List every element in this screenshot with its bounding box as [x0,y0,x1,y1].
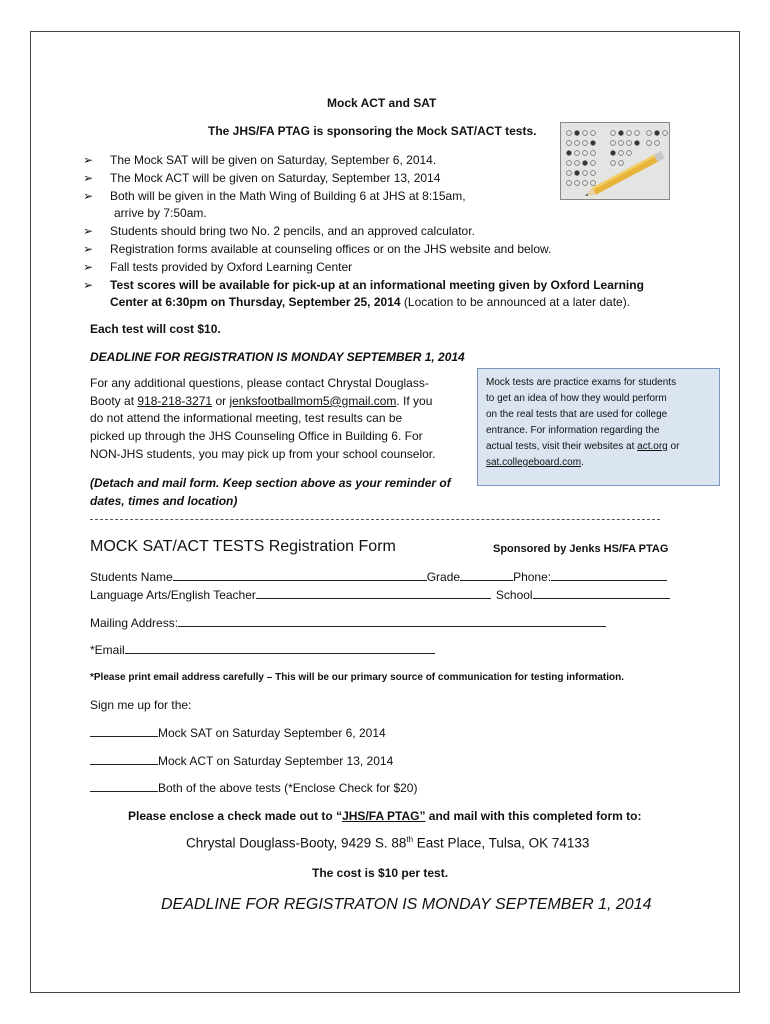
mock-sat-label: Mock SAT on Saturday September 6, 2014 [158,726,386,740]
sidebox-text: . [581,457,584,468]
grade-label: Grade [426,570,461,584]
list-item [85,223,685,241]
cost-line: Each test will cost $10. [90,322,221,336]
contact-text: Booty at [90,393,138,408]
both-tests-label: Both of the above tests (*Enclose Check for $20) [158,781,418,795]
sidebox-text: actual tests, visit their websites at [486,441,638,452]
cost-per-test: The cost is $10 per test. [312,866,449,880]
list-item-text: The Mock ACT will be given on Saturday, September 13, 2014 [110,170,441,185]
list-item [85,170,685,188]
list-item-text: Test scores will be available for pick-up at an informational meeting given by Oxford Learning [110,277,644,292]
info-sidebox [477,368,720,486]
contact-paragraph [90,375,465,464]
grade-field[interactable] [460,580,513,581]
phone-link[interactable]: 918-218-3271 [137,393,213,408]
contact-line: For any additional questions, please contact Chrystal Douglass- [90,376,429,390]
sidebox-line: Mock tests are practice exams for students [486,377,677,388]
address-text: East Place, Tulsa, OK 74133 [413,835,590,851]
list-item [85,259,685,277]
school-field[interactable] [533,598,670,599]
list-item-text: Registration forms available at counseling offices or on the JHS website and below. [110,241,552,256]
document-title: Mock ACT and SAT [327,96,437,110]
details-bullet-list [85,152,685,312]
arrow-bullet-icon: ➢ [83,224,94,239]
phone-field[interactable] [551,580,667,581]
mock-act-checkline[interactable] [90,764,158,765]
option-mock-sat [90,726,386,740]
students-name-label: Students Name [90,570,173,584]
contact-line: picked up through the JHS Counseling Office in Building 6. For [90,429,423,444]
contact-text: . If you [396,393,433,408]
document-subtitle: The JHS/FA PTAG is sponsoring the Mock SAT/ACT tests. [208,124,537,138]
sidebox-line: to get an idea of how they would perform [486,393,667,404]
list-item [85,241,685,259]
signup-label: Sign me up for the: [90,698,192,712]
list-item [85,152,685,170]
sidebox-line [486,455,711,471]
teacher-label: Language Arts/English Teacher [90,588,256,602]
deadline-top: DEADLINE FOR REGISTRATION IS MONDAY SEPTEMBER 1, 2014 [90,350,465,364]
address-text: Chrystal Douglass-Booty, 9429 S. 88 [186,835,407,851]
email-field[interactable] [125,653,435,654]
list-item [85,188,685,206]
option-mock-act [90,754,393,768]
name-grade-phone-row [90,570,667,584]
mailing-address [186,835,589,851]
arrow-bullet-icon: ➢ [83,170,94,185]
sidebox-line: on the real tests that are used for college [486,409,668,420]
sidebox-line [486,439,711,455]
detach-note-line: (Detach and mail form. Keep section above as your reminder of [90,476,451,490]
contact-line: NON-JHS students, you may pick up from your school counselor. [90,446,436,461]
arrow-bullet-icon: ➢ [83,241,94,256]
list-item [85,277,685,295]
list-item-text: Both will be given in the Math Wing of Building 6 at JHS at 8:15am, [110,188,466,203]
list-item-text: Students should bring two No. 2 pencils, and an approved calculator. [110,224,475,239]
contact-line [90,393,465,411]
list-item-continuation [85,205,685,223]
act-website-link[interactable]: act.org [637,441,668,452]
mock-sat-checkline[interactable] [90,736,158,737]
list-item-text: Center at 6:30pm on Thursday, September 25, 2014 [110,295,401,310]
option-both-tests [90,781,417,795]
address-ordinal: th [406,835,414,844]
deadline-bottom: DEADLINE FOR REGISTRATON IS MONDAY SEPTEMBER 1, 2014 [161,896,652,913]
list-item-text: (Location to be announced at a later date). [400,295,631,310]
check-instructions-text: and mail with this completed form to: [425,809,642,823]
detach-note [90,475,451,510]
email-note: *Please print email address carefully – This will be our primary source of communication for testing information. [90,672,625,683]
teacher-field[interactable] [256,598,491,599]
list-item-continuation [85,294,685,312]
mailing-address-row [90,616,606,630]
sidebox-line: entrance. For information regarding the [486,425,660,436]
school-label: School [495,588,533,602]
email-link[interactable]: jenksfootballmom5@gmail.com [229,393,397,408]
list-item-text: The Mock SAT will be given on Saturday, September 6, 2014. [110,153,437,167]
list-item-text: arrive by 7:50am. [114,206,207,221]
mailing-address-field[interactable] [178,626,606,627]
check-payee: JHS/FA PTAG” [342,809,426,823]
contact-text: or [212,393,230,408]
arrow-bullet-icon: ➢ [83,188,94,203]
arrow-bullet-icon: ➢ [83,277,94,292]
check-instructions-text: Please enclose a check made out to “ [128,809,343,823]
form-sponsor: Sponsored by Jenks HS/FA PTAG [493,543,669,555]
arrow-bullet-icon: ➢ [83,259,94,274]
both-tests-checkline[interactable] [90,791,158,792]
form-heading: MOCK SAT/ACT TESTS Registration Form [90,538,396,555]
arrow-bullet-icon: ➢ [83,153,94,167]
contact-line: do not attend the informational meeting, test results can be [90,411,403,426]
mailing-address-label: Mailing Address: [90,616,179,630]
check-instructions [128,809,641,823]
detach-cut-line [90,519,660,520]
mock-act-label: Mock ACT on Saturday September 13, 2014 [158,754,394,768]
students-name-field[interactable] [173,580,427,581]
teacher-school-row [90,588,670,602]
email-label: *Email [90,643,125,657]
email-row [90,643,435,657]
phone-label: Phone: [513,570,552,584]
sidebox-text: or [667,441,680,452]
sat-website-link[interactable]: sat.collegeboard.com [486,457,582,468]
list-item-text: Fall tests provided by Oxford Learning Center [110,259,353,274]
detach-note-line: dates, times and location) [90,493,238,508]
